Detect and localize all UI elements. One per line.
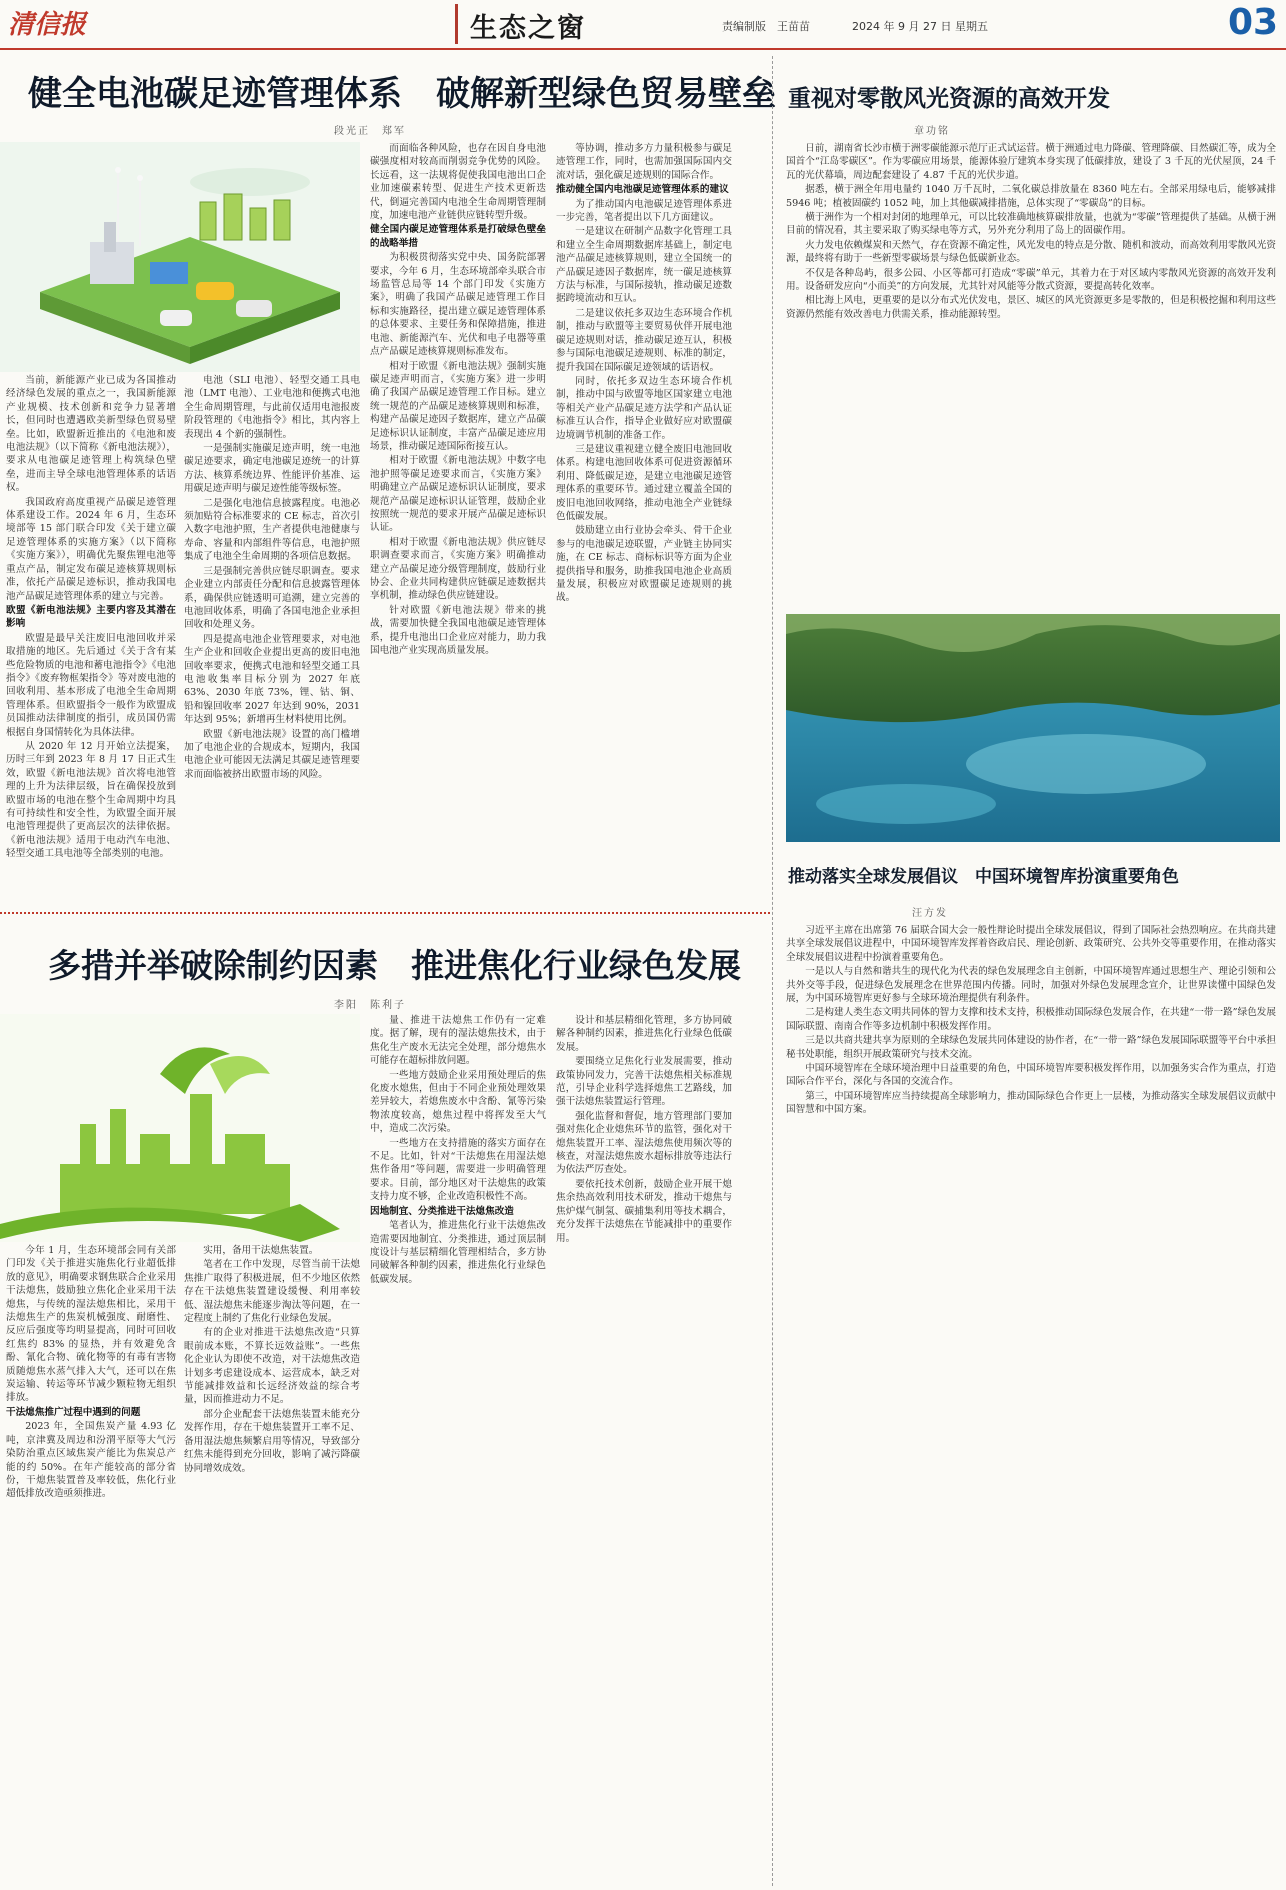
paragraph: 四是提高电池企业管理要求，对电池生产企业和回收企业提出更高的废旧电池回收率要求，便携式电池和轻型交通工具电池收集率目标分别为 2027 年底 63%、2030 年底 73%，锂、钴、铜、铅和镍回收率 2027 年达到 90%，2031 年达到 95%；新增再生材料使用比例。 xyxy=(184,633,360,726)
page-header xyxy=(0,0,1286,50)
paragraph: 一是以人与自然和谐共生的现代化为代表的绿色发展理念自主创新，中国环境智库通过思想生产、理论引领和公共外交等手段，促进绿色发展理念在世界范围内传播。同时，加强对外绿色发展理念宣介，让世界读懂中国绿色发展，为中国环境智库更好参与全球环境治理提供有利条件。 xyxy=(786,966,1276,1005)
paragraph: 据悉，横于洲全年用电量约 1040 万千瓦时，二氧化碳总排放量在 8360 吨左右。全部采用绿电后，能够减排 5946 吨；植被固碳约 1052 吨，加上其他碳减排措施，总体实现了“零碳岛”的目标。 xyxy=(786,184,1276,209)
paragraph: 三是建议重视建立健全废旧电池回收体系。构建电池回收体系可促进资源循环利用、降低碳足迹，是建立电池碳足迹管理体系的重要环节。通过建立覆盖全国的废旧电池回收网络，推动电池全产业链绿色低碳发展。 xyxy=(556,443,732,522)
paragraph: 为积极贯彻落实党中央、国务院部署要求，今年 6 月，生态环境部牵头联合市场监管总局等 14 个部门印发《实施方案》，明确了我国产品碳足迹管理工作目标和实施路径，提出建立碳足迹管理体系的总体要求、主要任务和保障措施，推进电池、新能源汽车、光伏和电子电器等重点产品碳足迹核算规则标准发布。 xyxy=(370,252,546,358)
lake-photo xyxy=(786,614,1280,842)
editor-credit: 责编制版 王苗苗 xyxy=(722,20,810,33)
paragraph: 一是建议在研制产品数字化管理工具和建立全生命周期数据库基础上，制定电池产品碳足迹核算规则，建立全国统一的产品碳足迹因子数据库，统一碳足迹核算方法与标准，与国际接轨，推动碳足迹数据跨境流动和互认。 xyxy=(556,226,732,305)
paragraph: 强化监督和督促，地方管理部门要加强对焦化企业熄焦环节的监管，强化对干熄焦装置开工率、湿法熄焦使用频次等的核查，对湿法熄焦废水超标排放等违法行为依法严厉查处。 xyxy=(556,1110,732,1176)
paragraph: 我国政府高度重视产品碳足迹管理体系建设工作。2024 年 6 月，生态环境部等 15 部门联合印发《关于建立碳足迹管理体系的实施方案》（以下简称《实施方案》），明确优先聚焦锂电池等重点产品，制定发布碳足迹核算规则标准，依托产品碳足迹标识，推动我国电池产品碳足迹管理体系的建立与完善。 xyxy=(6,496,176,602)
paragraph: 部分企业配套干法熄焦装置未能充分发挥作用，存在干熄焦装置开工率不足、备用湿法熄焦频繁启用等情况，导致部分红焦未能得到充分回收，影响了减污降碳协同增效成效。 xyxy=(184,1408,360,1474)
section-divider xyxy=(0,912,770,914)
paragraph: 同时，依托多双边生态环境合作机制，推动中国与欧盟等地区国家建立电池等相关产业产品碳足迹方法学和产品认证标准互认合作，指导企业做好应对欧盟碳边境调节机制的准备工作。 xyxy=(556,375,732,441)
paragraph: 二是构建人类生态文明共同体的智力支撑和技术支持，积极推动国际绿色发展合作，在共建“一带一路”绿色发展国际联盟、南南合作等多边机制中积极发挥作用。 xyxy=(786,1007,1276,1032)
section-title: 生态之窗 xyxy=(470,13,586,44)
paragraph: 为了推动国内电池碳足迹管理体系进一步完善，笔者提出以下几方面建议。 xyxy=(556,198,732,224)
paragraph: 横于洲作为一个相对封闭的地理单元，可以比较准确地核算碳排放量，也就为“零碳”管理提供了基础。从横于洲目前的情况看，其主要采取了购买绿电等方式，另外充分利用了岛上的固碳作用。 xyxy=(786,212,1276,237)
paragraph: 三是强制完善供应链尽职调查。要求企业建立内部责任分配和信息披露管理体系，确保供应链透明可追溯，建立完善的电池回收体系，明确了各国电池企业承担回收和处理义务。 xyxy=(184,565,360,631)
article1-column-2 xyxy=(184,374,360,894)
paragraph: 实用，备用干法熄焦装置。 xyxy=(203,1245,319,1256)
paragraph: 笔者认为，推进焦化行业干法熄焦改造需要因地制宜、分类推进，通过顶层制度设计与基层精细化管理相结合，多方协同破解各种制约因素，推进焦化行业绿色低碳发展。 xyxy=(370,1220,546,1285)
paragraph: 中国环境智库在全球环境治理中日益重要的角色，中国环境智库要积极发挥作用，以加强务实合作为重点，打造国际合作平台，深化与各国的交流合作。 xyxy=(786,1063,1276,1088)
article1-column-3 xyxy=(370,142,546,894)
paragraph: 等协调，推动多方力量积极参与碳足迹管理工作，同时，也需加强国际国内交流对话，强化碳足迹规则的国际合作。 xyxy=(556,143,732,181)
paragraph: 二是强化电池信息披露程度。电池必须加贴符合标准要求的 CE 标志，首次引入数字电池护照，生产者提供电池健康与寿命、容量和内部组件等信息，电池护照集成了电池全生命周期的各项信息数据。 xyxy=(184,497,360,563)
paragraph: 习近平主席在出席第 76 届联合国大会一般性辩论时提出全球发展倡议，得到了国际社会热烈响应。在共商共建共享全球发展倡议进程中，中国环境智库发挥着咨政启民、理论创新、政策研究、公共外交等重要作用，在推动落实全球发展倡议进程中扮演着重要角色。 xyxy=(786,925,1276,963)
subheading: 欧盟《新电池法规》主要内容及其潜在影响 xyxy=(6,604,176,630)
paragraph: 笔者在工作中发现，尽管当前干法熄焦推广取得了积极进展，但不少地区依然存在干法熄焦装置建设缓慢、利用率较低、湿法熄焦未能逐步淘汰等问题，在一定程度上制约了焦化行业绿色发展。 xyxy=(184,1259,360,1325)
paragraph: 欧盟《新电池法规》设置的高门槛增加了电池企业的合规成本，短期内，我国电池企业可能因无法满足其碳足迹管理要求而面临被挤出欧盟市场的风险。 xyxy=(184,728,360,780)
subheading: 干法熄焦推广过程中遇到的问题 xyxy=(6,1406,141,1418)
paragraph: 针对欧盟《新电池法规》带来的挑战，需要加快健全我国电池碳足迹管理体系，提升电池出口企业应对能力，助力我国电池产业实现高质量发展。 xyxy=(370,604,546,657)
paragraph: 相对于欧盟《新电池法规》供应链尽职调查要求而言，《实施方案》明确推动建立产品碳足迹分级管理制度，鼓励行业协会、企业共同构建供应链碳足迹数据共享机制，推动绿色供应链建设。 xyxy=(370,536,546,602)
article3-title: 重视对零散风光资源的高效开发 xyxy=(788,86,1110,112)
paragraph: 二是建议依托多双边生态环境合作机制，推动与欧盟等主要贸易伙伴开展电池碳足迹规则对话，推动碳足迹互认，积极参与国际电池碳足迹规则、标准的制定，提升我国在国际碳足迹领域的话语权。 xyxy=(556,307,732,373)
paragraph: 一是强制实施碳足迹声明，统一电池碳足迹要求，确定电池碳足迹统一的计算方法、核算系统边界、性能评价基准、运用碳足迹声明与碳足迹性能等级标签。 xyxy=(184,443,360,495)
issue-date: 2024 年 9 月 27 日 星期五 xyxy=(852,20,988,33)
paragraph: 日前，湖南省长沙市横于洲零碳能源示范厅正式试运营。横于洲通过电力降碳、管理降碳、目然碳汇等，成为全国首个“江岛零碳区”。作为零碳应用场景，能源体验厅建筑本身实现了低碳排放，建设了 3 千瓦的光伏屋顶，24 千瓦的光伏幕墙，周边配套建设了 4.87 千瓦的光伏步道。 xyxy=(786,143,1276,181)
paragraph: 要围绕立足焦化行业发展需要，推动政策协同发力，完善干法熄焦相关标准规范，引导企业科学选择熄焦工艺路线，加强干法熄焦装置运行管理。 xyxy=(556,1056,732,1108)
paragraph: 第三，中国环境智库应当持续提高全球影响力，推动国际绿色合作更上一层楼，为推动落实全球发展倡议贡献中国智慧和中国方案。 xyxy=(786,1090,1276,1116)
paragraph: 当前，新能源产业已成为各国推动经济绿色发展的重点之一，我国新能源产业规模、技术创新和竞争力显著增长，但同时也遭遇欧美新型绿色贸易壁垒。比如，欧盟新近推出的《电池和废电池法规》（以下简称《新电池法规》），要求从电池碳足迹管理上构筑绿色壁垒，进而主导全球电池管理体系的话语权。 xyxy=(6,375,176,494)
paragraph: 从 2020 年 12 月开始立法提案，历时三年到 2023 年 8 月 17 日正式生效，欧盟《新电池法规》首次将电池管理的上升为法律层级，旨在确保投放到欧盟市场的电池在整个生命周期中均具有可持续性和安全性，为欧盟全面开展电池管理提供了更高层次的法律依据。《新电池法规》适用于电动汽车电池、轻型交通工具电池等全部类别的电池。 xyxy=(6,740,176,860)
subheading: 推动健全国内电池碳足迹管理体系的建议 xyxy=(556,184,729,196)
green-industry-illustration xyxy=(0,1014,360,1242)
masthead-logo xyxy=(8,6,120,40)
paragraph: 欧盟是最早关注废旧电池回收并采取措施的地区。先后通过《关于含有某些危险物质的电池和蓄电池指令》《电池指令》《废弃物框架指令》等对废电池的回收利用、基本形成了电池全生命周期管理体系。但欧盟指令一般作为欧盟成员国推动法律制度的指引，成员国仍需根据自身国情转化为具体法律。 xyxy=(6,632,176,738)
battery-illustration xyxy=(0,142,360,372)
paragraph: 今年 1 月，生态环境部会同有关部门印发《关于推进实施焦化行业超低排放的意见》，明确要求钢焦联合企业采用干法熄焦，鼓励独立焦化企业采用干法熄焦，与传统的湿法熄焦相比，采用干法熄焦生产的焦炭机械强度、耐磨性、反应后强度等均明显提高，同时可回收红焦约 83% 的显热，并有效避免含酚、氰化合物、硫化物等的有毒有害物质随熄焦水蒸气排入大气，还可以在焦炭运输、转运等环节减少颗粒物无组织排放。 xyxy=(6,1245,176,1404)
article3-body xyxy=(786,142,1276,612)
article4-title: 推动落实全球发展倡议 中国环境智库扮演重要角色 xyxy=(788,867,1179,887)
paragraph: 2023 年，全国焦炭产量 4.93 亿吨，京津冀及周边和汾渭平原等大气污染防治重点区域焦炭产能比为焦炭总产能的约 50%。在年产能较高的部分省份，干熄焦装置普及率较低，焦化行业超低排放改造亟须推进。 xyxy=(6,1421,176,1500)
article1-title: 健全电池碳足迹管理体系 破解新型绿色贸易壁垒 xyxy=(28,74,776,114)
paragraph: 电池（SLI 电池）、轻型交通工具电池（LMT 电池）、工业电池和便携式电池全生命周期管理，与此前仅适用电池报废阶段管理的《电池指令》相比，其内容上表现出 4 个新的强制性。 xyxy=(184,375,360,440)
subheading: 因地制宜、分类推进干法熄焦改造 xyxy=(370,1205,514,1217)
paragraph: 要依托技术创新，鼓励企业开展干熄焦余热高效利用技术研发，推动干熄焦与焦炉煤气制氢、碳捕集利用等技术耦合，充分发挥干法熄焦在节能减排中的重要作用。 xyxy=(556,1178,732,1244)
paragraph: 设计和基层精细化管理，多方协同破解各种制约因素，推进焦化行业绿色低碳发展。 xyxy=(556,1015,732,1053)
article2-column-4 xyxy=(556,1014,732,1886)
paragraph: 有的企业对推进干法熄焦改造“只算眼前成本账，不算长远效益账”。一些焦化企业认为即使不改造，对干法熄焦改造计划多考虑建设成本、运营成本，缺乏对节能减排效益和长远经济效益的综合考量，因而推进动力不足。 xyxy=(184,1327,360,1406)
article2-column-3 xyxy=(370,1014,546,1886)
header-divider xyxy=(455,4,458,44)
subheading: 健全国内碳足迹管理体系是打破绿色壁垒的战略举措 xyxy=(370,224,546,249)
article1-byline: 段光正 郑军 xyxy=(334,126,406,137)
article1-column-1 xyxy=(6,374,176,894)
article1-column-4 xyxy=(556,142,732,894)
paragraph: 三是以共商共建共享为原则的全球绿色发展共同体建设的协作者，在“一带一路”绿色发展国际联盟等平台中承担秘书处职能，组织开展政策研究与技术交流。 xyxy=(786,1035,1276,1060)
paragraph: 而面临各种风险，也存在因自身电池碳强度相对较高而削弱竞争优势的风险。长远看，这一法规将促使我国电池出口企业加速碳素转型、促进生产技术更新迭代，倒逼完善国内电池全生命周期管理制度，加速电池产业链供应链转型升级。 xyxy=(370,143,546,222)
paragraph: 不仅是各种岛屿，很多公园、小区等都可打造成“零碳”单元，其着力在于对区域内零散风光资源的高效开发利用。设备研发应向“小而美”的方向发展，尤其针对风能等分散式资源，要提高转化效率。 xyxy=(786,267,1276,293)
column-divider xyxy=(772,56,773,1886)
paragraph: 一些地方在支持措施的落实方面存在不足。比如，针对“干法熄焦在用湿法熄焦作备用”等问题，需要进一步明确管理要求。目前，部分地区对干法熄焦的政策支持力度不够，企业改造积极性不高。 xyxy=(370,1137,546,1203)
article2-byline: 李阳 陈利子 xyxy=(334,1000,406,1011)
paragraph: 相对于欧盟《新电池法规》强制实施碳足迹声明而言，《实施方案》进一步明确了我国产品碳足迹管理工作目标。建立统一规范的产品碳足迹核算规则和标准，构建产品碳足迹因子数据库，建立产品碳足迹标识认证制度，丰富产品碳足迹应用场景，推动碳足迹国际衔接互认。 xyxy=(370,360,546,452)
paragraph: 一些地方鼓励企业采用预处理后的焦化废水熄焦，但由于不同企业预处理效果差异较大，若熄焦废水中含酚、氰等污染物浓度较高，熄焦过程中将挥发至大气中，造成二次污染。 xyxy=(370,1069,546,1135)
paragraph: 鼓励建立由行业协会牵头、骨干企业参与的电池碳足迹联盟，产业链主协同实施，在 CE 标志、商标标识等方面为企业提供指导和服务，助推我国电池企业高质量发展，积极应对欧盟碳足迹规则的挑战。 xyxy=(556,525,732,604)
paragraph: 量、推进干法熄焦工作仍有一定难度。据了解，现有的湿法熄焦技术，由于焦化生产废水无法完全处理，部分熄焦水可能存在超标排放问题。 xyxy=(370,1015,546,1067)
page-number: 03 xyxy=(1228,2,1279,43)
article2-title: 多措并举破除制约因素 推进焦化行业绿色发展 xyxy=(48,946,741,985)
article4-body xyxy=(786,924,1276,1884)
article2-column-1 xyxy=(6,1244,176,1886)
article3-byline: 章功铭 xyxy=(914,126,950,137)
paragraph: 火力发电依赖煤炭和天然气，存在资源不确定性，风光发电的特点是分散、随机和波动，而高效利用零散风光资源，最终将有助于一些新型零碳场景与绿色低碳新业态。 xyxy=(786,239,1276,265)
article2-column-2 xyxy=(184,1244,360,1886)
article4-byline: 汪方发 xyxy=(912,908,948,919)
svg-text:清信报: 清信报 xyxy=(8,10,87,40)
paragraph: 相对于欧盟《新电池法规》中数字电池护照等碳足迹要求而言，《实施方案》明确建立产品碳足迹标识认证制度，要求规范产品碳足迹标识认证管理，鼓励企业按照统一规范的要求开展产品碳足迹标识认证。 xyxy=(370,455,546,534)
paragraph: 相比海上风电，更重要的是以分布式光伏发电，景区、城区的风光资源更多是零散的，但是积极挖掘和利用这些资源仍然能有效改善电力供需关系，推动能源转型。 xyxy=(786,295,1276,320)
